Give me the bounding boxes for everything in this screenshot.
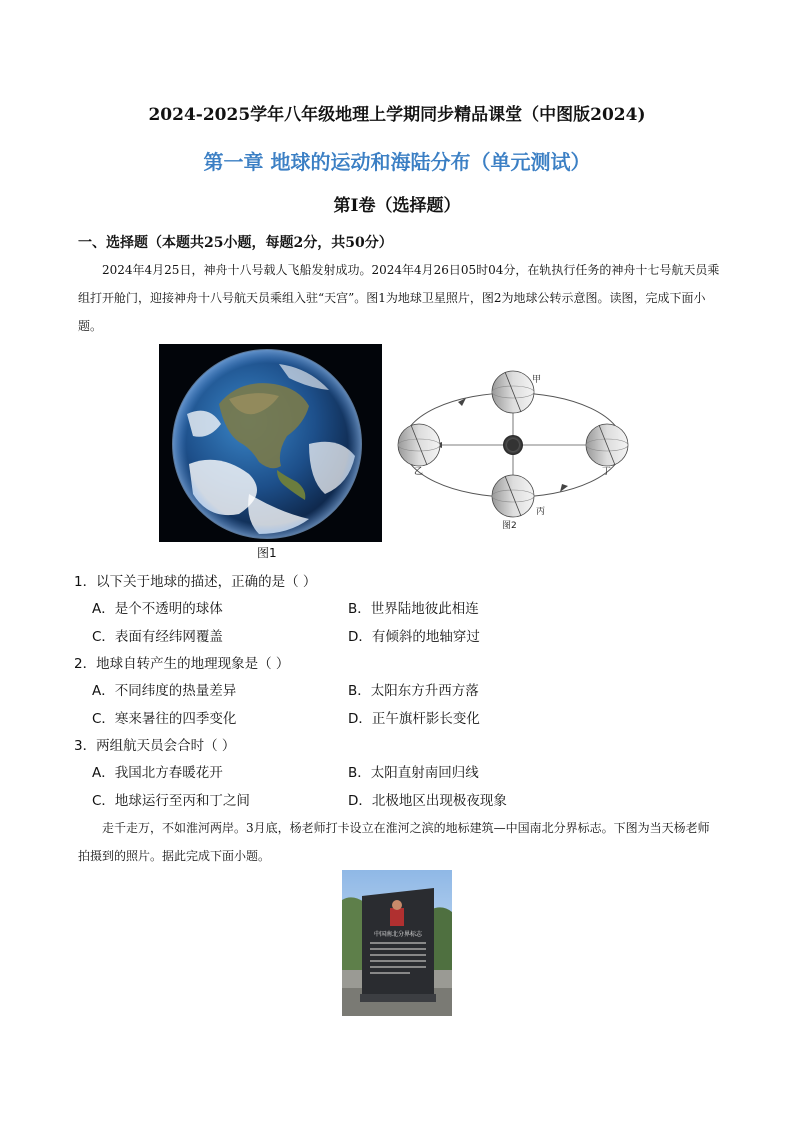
question-3-option-b: B．太阳直射南回归线	[348, 765, 479, 781]
question-3-option-c: C．地球运行至丙和丁之间	[92, 793, 250, 809]
question-3-option-d: D．北极地区出现极夜现象	[348, 793, 507, 809]
question-2-stem: 2．地球自转产生的地理现象是（ ）	[74, 656, 290, 672]
label-jia: 甲	[532, 375, 542, 385]
figure-2-caption: 图2	[502, 521, 517, 531]
boundary-marker-photo	[342, 870, 452, 1016]
label-yi: 乙	[414, 467, 424, 477]
question-1-option-d: D．有倾斜的地轴穿过	[348, 629, 480, 645]
question-2-option-b: B．太阳东方升西方落	[348, 683, 479, 699]
volume-heading: 第I卷（选择题）	[333, 196, 461, 216]
question-1-option-c: C．表面有经纬网覆盖	[92, 629, 223, 645]
chapter-subtitle: 第一章 地球的运动和海陆分布（单元测试）	[203, 150, 591, 174]
earth-satellite-photo	[159, 344, 382, 542]
question-2-option-a: A．不同纬度的热量差异	[92, 683, 237, 699]
passage-1: 2024年4月25日，神舟十八号载人飞船发射成功。2024年4月26日05时04分，在轨执行任务的神舟十七号航天员乘组打开舱门，迎接神舟十八号航天员乘组入驻“天宫”。图1为地球卫星照片，图2为地球公转示意图。读图，完成下面小题。	[78, 263, 720, 333]
label-bing: 丙	[536, 507, 546, 517]
question-3-option-a: A．我国北方春暖花开	[92, 765, 223, 781]
section-heading: 一、选择题（本题共25小题，每题2分，共50分）	[78, 235, 393, 251]
question-2-option-c: C．寒来暑往的四季变化	[92, 711, 237, 727]
label-ding: 丁	[602, 467, 612, 477]
question-1-stem: 1．以下关于地球的描述，正确的是（ ）	[74, 574, 317, 590]
document-title: 2024-2025学年八年级地理上学期同步精品课堂（中图版2024)	[148, 105, 646, 125]
question-1-option-b: B．世界陆地彼此相连	[348, 601, 479, 617]
question-2-option-d: D．正午旗杆影长变化	[348, 711, 480, 727]
marker-plaque-text: 中国南北分界标志	[373, 931, 423, 938]
earth-revolution-diagram	[390, 362, 640, 532]
figure-1-caption: 图1	[257, 546, 277, 560]
passage-2: 走千走万，不如淮河两岸。3月底，杨老师打卡设立在淮河之滨的地标建筑—中国南北分界标志。下图为当天杨老师拍摄到的照片。据此完成下面小题。	[78, 821, 710, 863]
question-3-stem: 3．两组航天员会合时（ ）	[74, 738, 236, 754]
question-1-option-a: A．是个不透明的球体	[92, 601, 223, 617]
